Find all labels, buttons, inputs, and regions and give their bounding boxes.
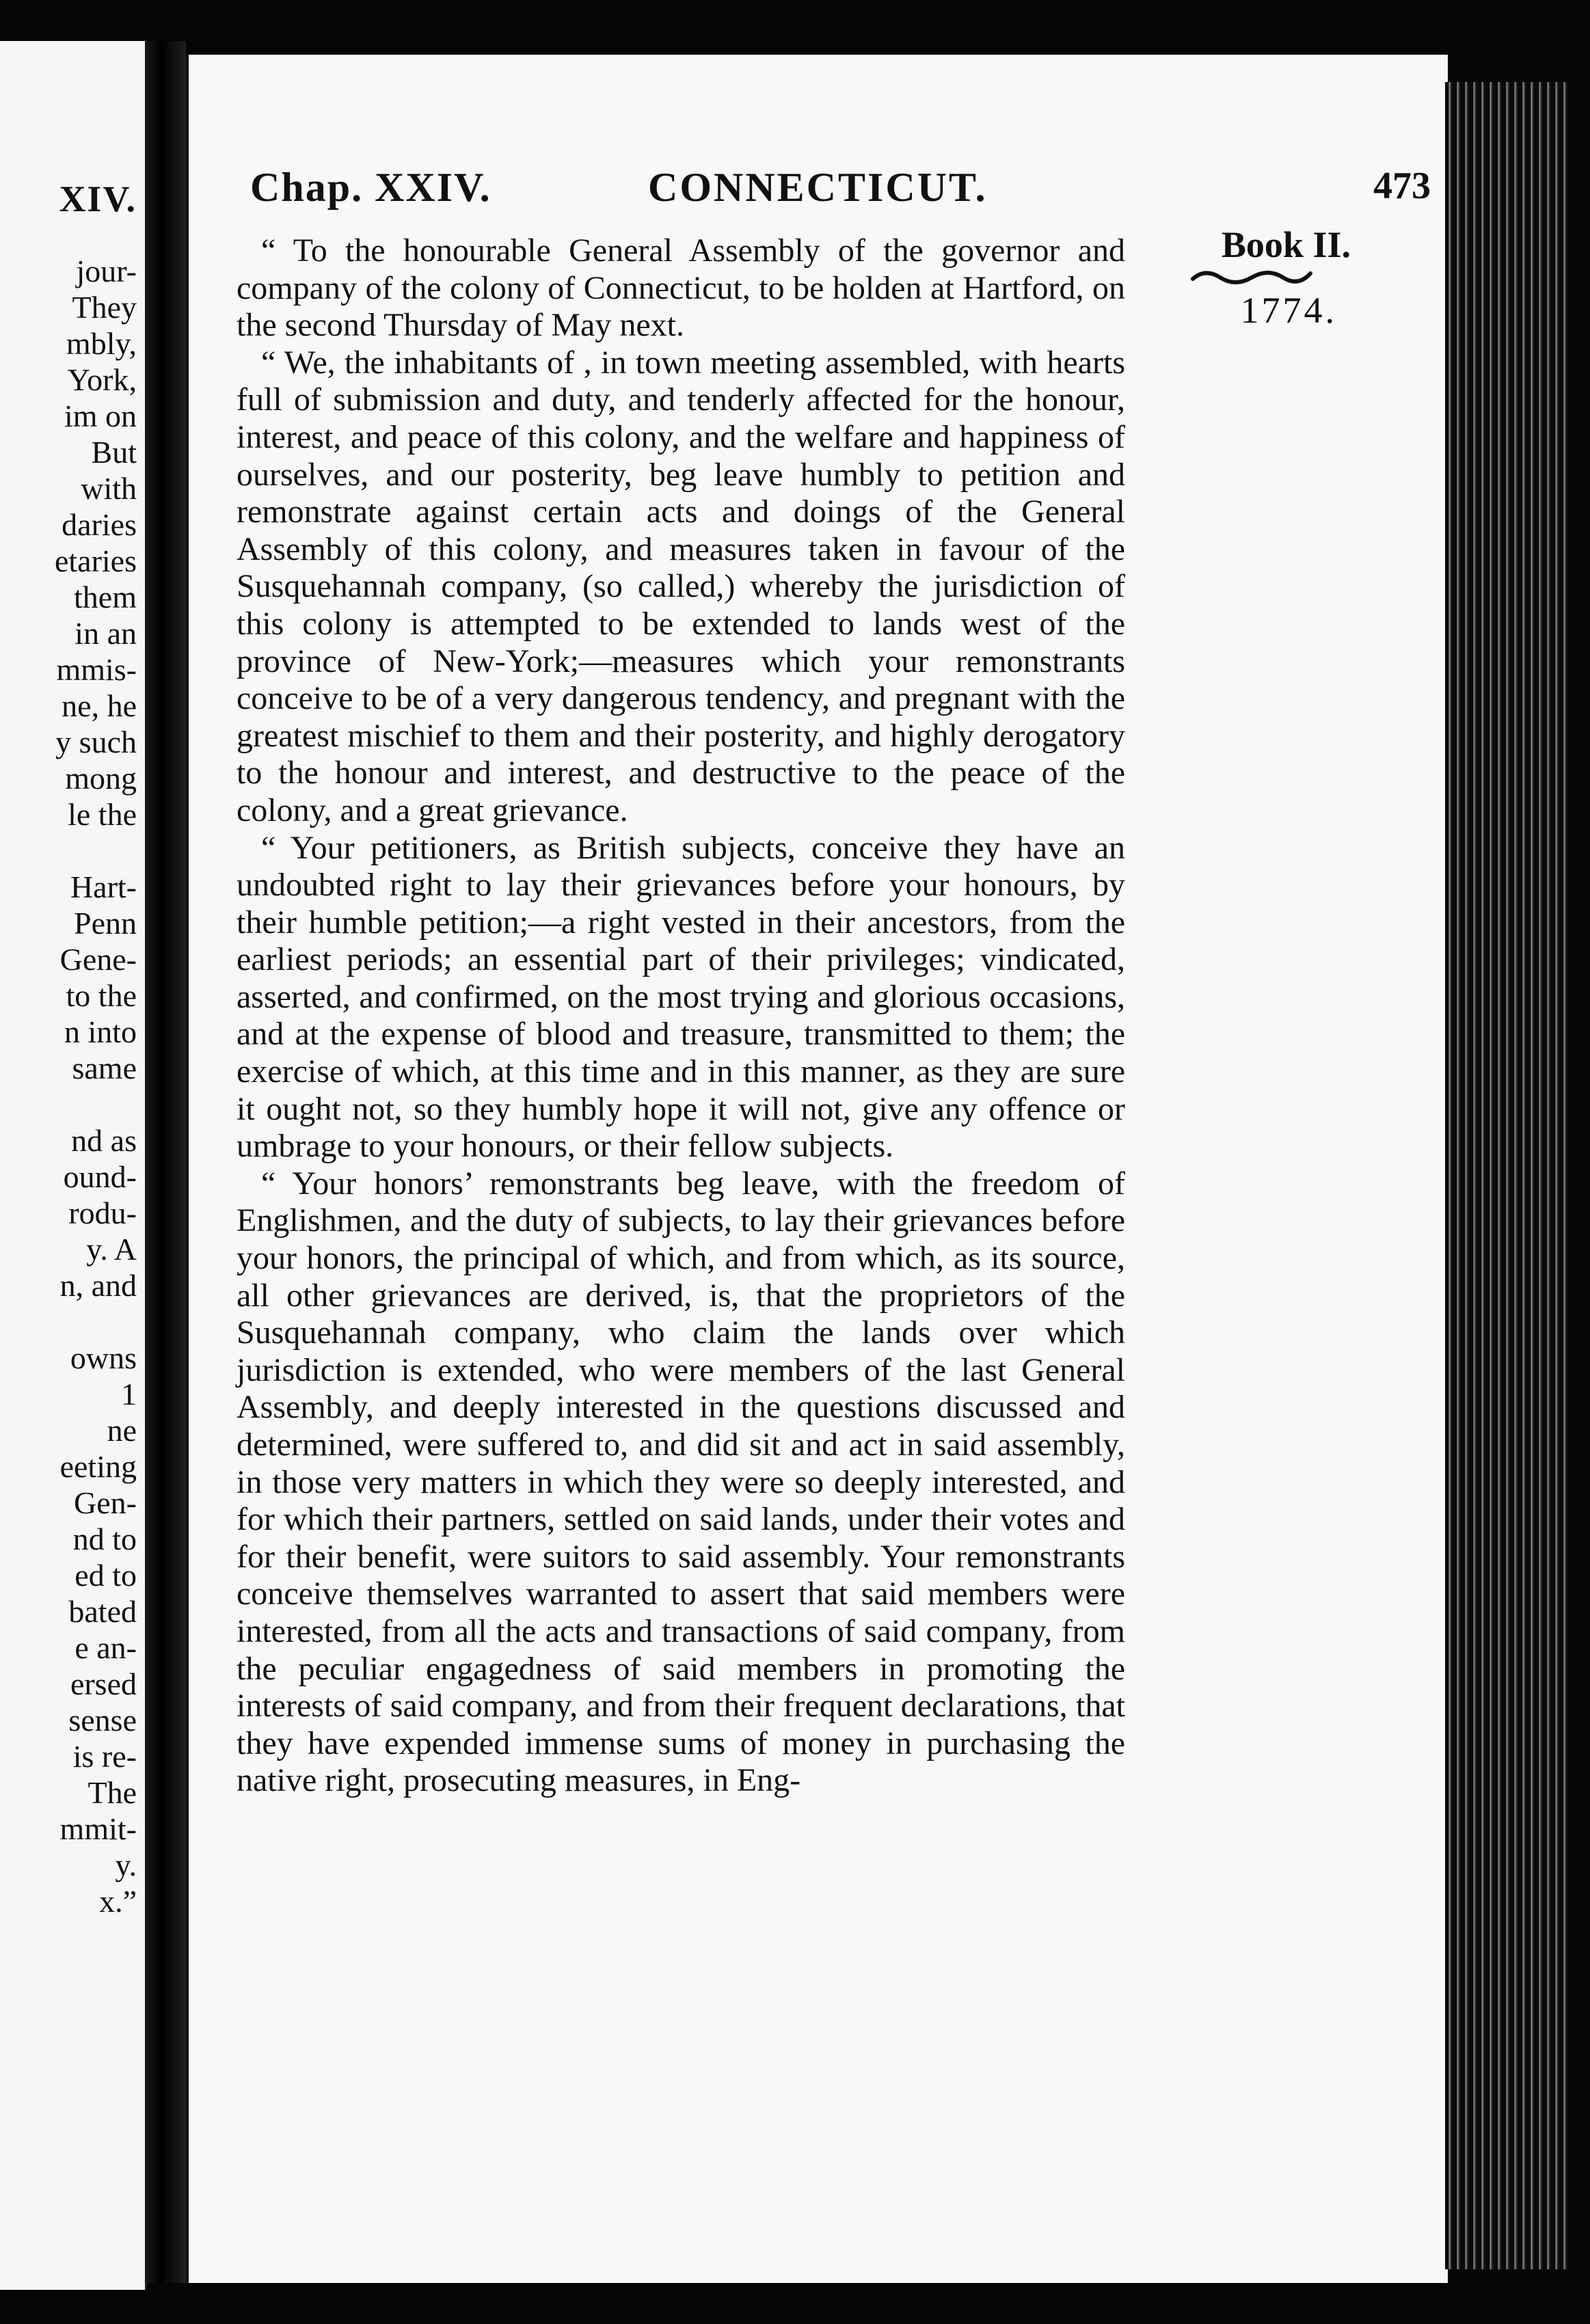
left-page-line: them <box>74 580 137 614</box>
left-page-line: bated <box>68 1594 137 1629</box>
left-page-line: eeting <box>59 1449 137 1484</box>
paragraph: “ Your petitioners, as British subjects, conceive they have an undoubted right to lay their grievances before your honours, by their humble petition;—a right vested in their ancestors, from the earliest periods; an essential part of their privileges; vindicated, asserted, and confirmed, on the most trying and glorious occasions, and at the expense of blood and treasure, transmitted to them; the exercise of which, at this time and in this manner, as they are sure it ought not, so they humbly hope it will not, give any offence or umbrage to your honours, or their fellow subjects. <box>237 829 1125 1165</box>
left-page-line: owns <box>70 1340 137 1375</box>
left-page-line: mbly, <box>66 326 137 361</box>
left-page-line: daries <box>62 507 137 542</box>
paragraph: “ Your honors’ remonstrants beg leave, with the freedom of Englishmen, and the duty of subjects, to lay their grievances before your honors, the principal of which, and from which, as its source, all other grievances are derived, is, that the proprietors of the Susquehannah company, who claim the lands over which jurisdiction is extended, who were members of the last General Assembly, and deeply interested in the questions discussed and determined, were suffered to, and did sit and act in said assembly, in those very matters in which they were so deeply interested, and for which their partners, settled on said lands, under their votes and for their benefit, were suitors to said assembly. Your remonstrants conceive themselves warranted to assert that said members were interested, from all the acts and transactions of said company, from the peculiar engagedness of said members in promoting the interests of said company, and from their frequent declarations, that they have expended immense sums of money in purchasing the native right, prosecuting measures, in Eng- <box>237 1165 1125 1799</box>
left-page-line: mmis- <box>56 652 137 687</box>
left-page-line <box>0 1303 137 1340</box>
left-page-line: The <box>87 1775 137 1810</box>
left-page-line: ed to <box>75 1558 137 1593</box>
left-page-text <box>0 253 137 1919</box>
book-label: Book II. <box>1221 224 1351 265</box>
year-label: 1774. <box>1240 290 1337 331</box>
left-page-line: sense <box>68 1703 137 1738</box>
left-page-line: Gene- <box>59 942 137 977</box>
paragraph: “ To the honourable General Assembly of the governor and company of the colony of Connecticut, to be holden at Hartford, on the second Thursday of May next. <box>237 232 1125 344</box>
left-page-line: le the <box>68 797 137 832</box>
left-page-line: Penn <box>74 906 137 941</box>
left-page-line: etaries <box>54 543 137 578</box>
left-page-line <box>0 1086 137 1122</box>
left-running-head: XIV. <box>59 178 137 219</box>
page-number: 473 <box>1373 165 1431 207</box>
left-page-line: n into <box>64 1014 137 1049</box>
left-page-line: in an <box>75 616 137 651</box>
left-page-line: mmit- <box>59 1811 137 1846</box>
left-page-line <box>0 833 137 869</box>
main-page <box>186 55 1448 2283</box>
left-page-line: y such <box>55 725 137 759</box>
page-edges <box>1445 82 1568 2269</box>
left-page-line: jour- <box>76 254 137 288</box>
left-page-line: nd as <box>71 1123 137 1158</box>
left-page-line: y. <box>115 1848 137 1882</box>
page-title: CONNECTICUT. <box>648 165 988 210</box>
left-page-line: nd to <box>72 1522 137 1556</box>
left-page-line: Gen- <box>74 1485 137 1520</box>
left-page-line: y. A <box>86 1232 137 1267</box>
left-page-line: But <box>91 435 137 470</box>
body-text <box>237 232 1125 1800</box>
left-page-line: 1 <box>121 1377 137 1411</box>
left-page-line: They <box>72 290 137 325</box>
left-facing-page <box>0 41 147 2290</box>
left-page-line: ersed <box>70 1666 137 1701</box>
left-page-line: Hart- <box>70 869 137 904</box>
left-page-line: im on <box>64 398 137 433</box>
running-head <box>230 157 1431 212</box>
left-page-line: ound- <box>63 1159 137 1194</box>
left-page-line: e an- <box>75 1630 137 1665</box>
margin-note <box>1139 226 1364 329</box>
left-page-line: n, and <box>59 1268 137 1303</box>
left-page-line: rodu- <box>68 1195 137 1230</box>
swash-ornament-icon <box>1139 267 1364 287</box>
book-gutter <box>145 41 186 2283</box>
left-page-line: ne, he <box>62 688 137 723</box>
left-page-line: mong <box>65 761 137 796</box>
left-page-line: is re- <box>72 1739 137 1774</box>
left-page-line: with <box>81 471 137 506</box>
left-page-line: to the <box>66 978 137 1013</box>
left-page-line: same <box>72 1051 137 1085</box>
paragraph: “ We, the inhabitants of , in town meeting assembled, with hearts full of submission and duty, and tenderly affected for the honour, interest, and peace of this colony, and the welfare and happiness of ourselves, and our posterity, beg leave humbly to petition and remonstrate against certain acts and doings of the General Assembly of this colony, and measures taken in favour of the Susquehannah company, (so called,) whereby the jurisdiction of this colony is attempted to be extended to lands west of the province of New-York;—measures which your remonstrants conceive to be of a very dangerous tendency, and pregnant with the greatest mischief to them and their posterity, and highly derogatory to the honour and interest, and destructive to the peace of the colony, and a great grievance. <box>237 344 1125 828</box>
chapter-label: Chap. XXIV. <box>250 165 491 210</box>
left-page-line: York, <box>67 362 137 397</box>
left-page-line: ne <box>107 1413 137 1448</box>
left-page-line: x.” <box>99 1884 137 1919</box>
